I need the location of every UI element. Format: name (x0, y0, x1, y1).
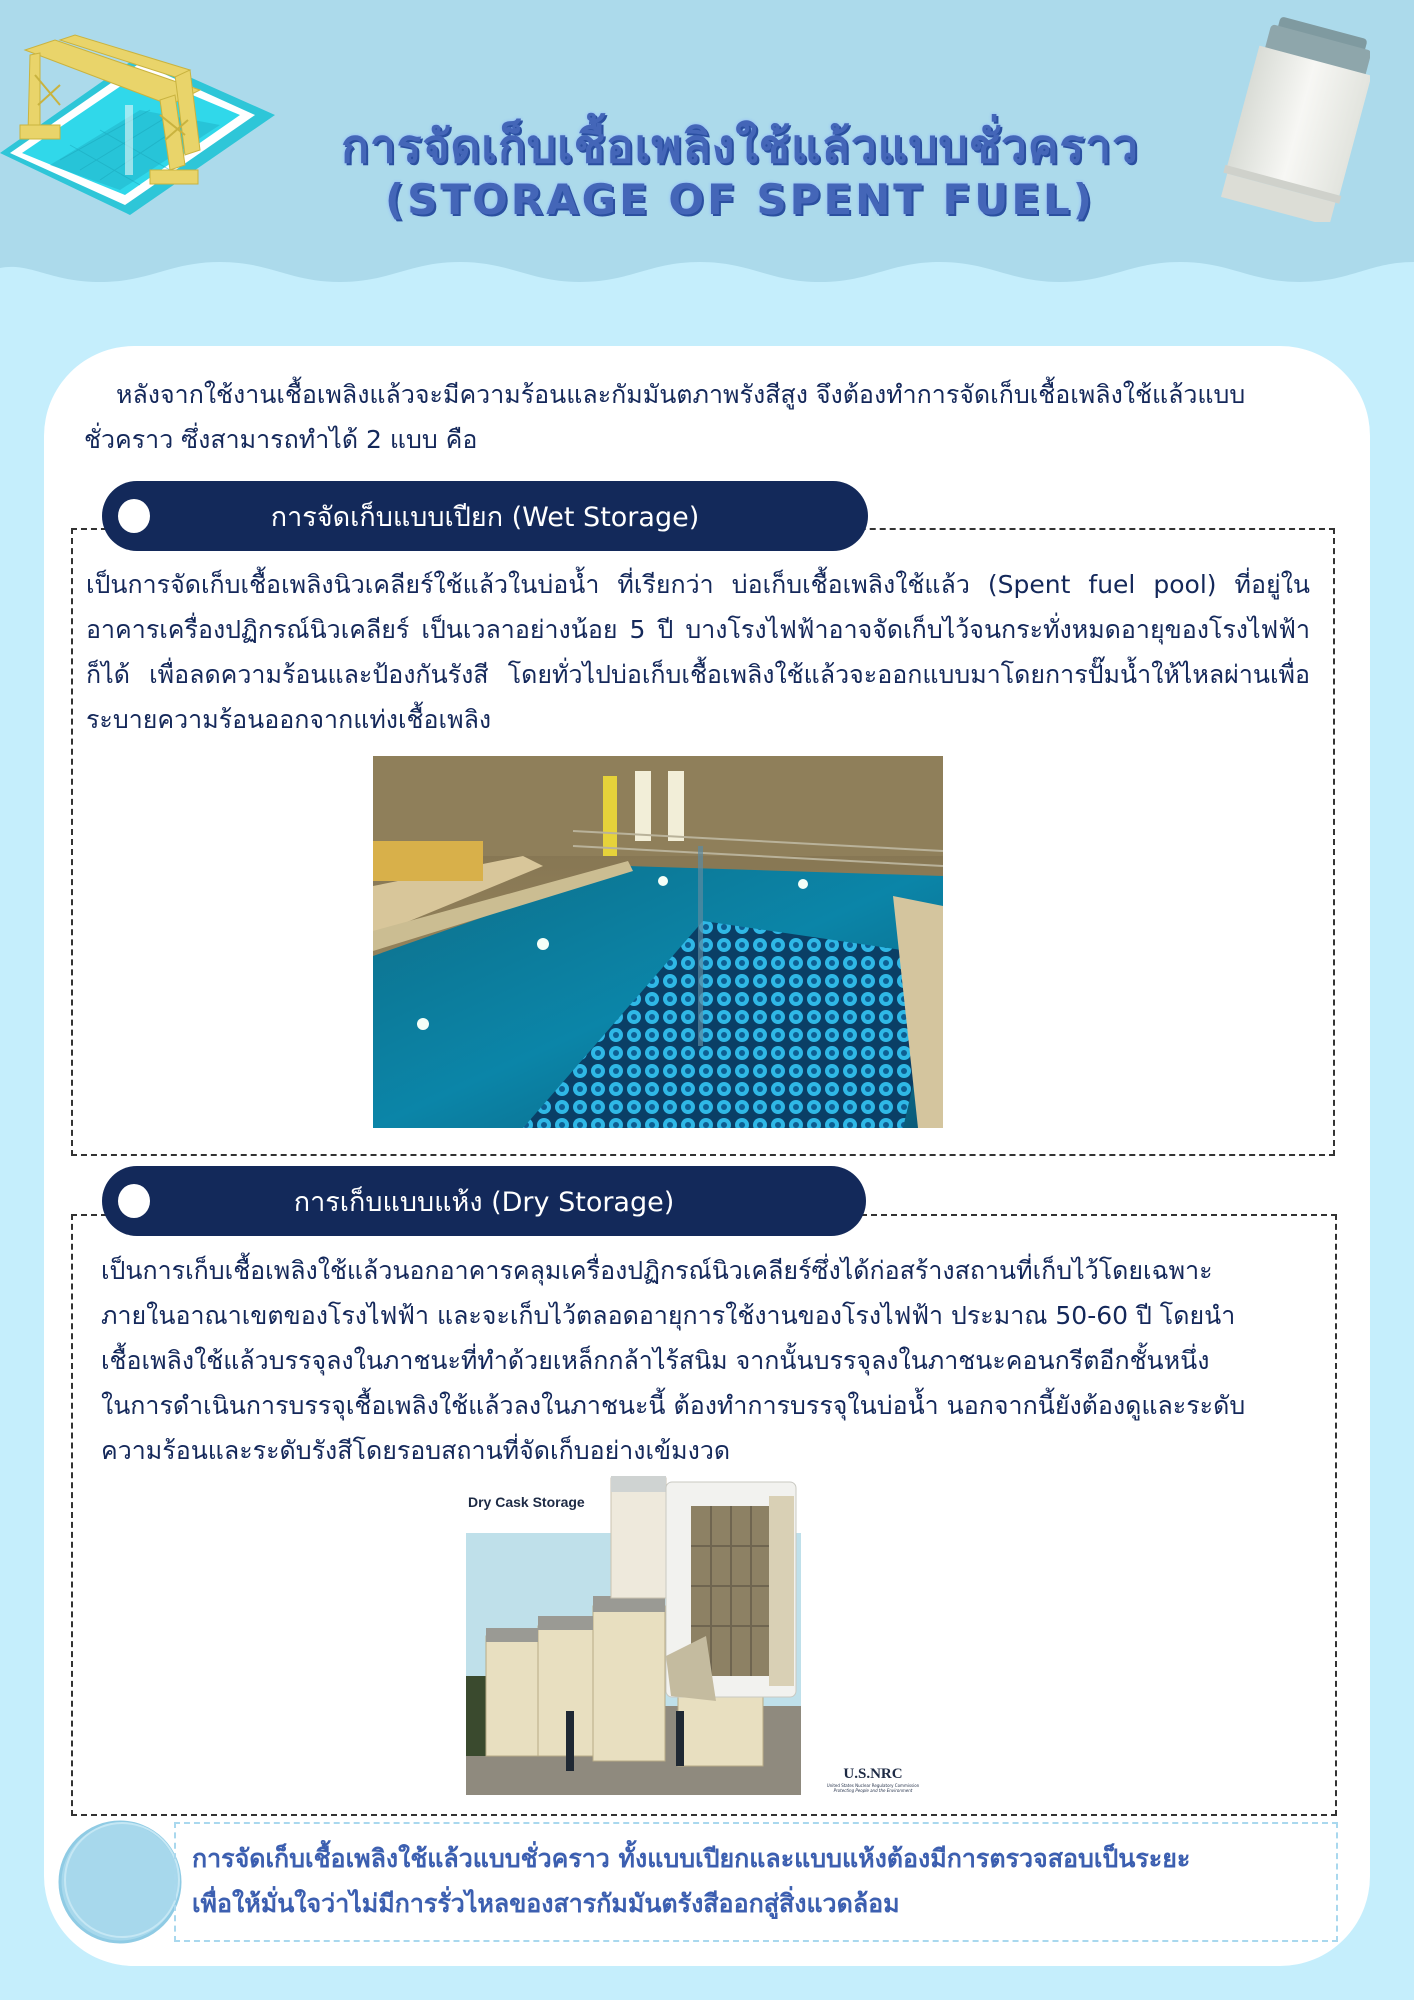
bullet-dot-icon (118, 499, 150, 533)
dry-storage-body (101, 1248, 1331, 1473)
page-title-thai: การจัดเก็บเชื้อเพลิงใช้แล้วแบบชั่วคราว (341, 119, 1139, 173)
dry-storage-line: ในการดำเนินการบรรจุเชื้อเพลิงใช้แล้วลงในภาชนะนี้ ต้องทำการบรรจุในบ่อน้ำ นอกจากนี้ยังต้องดูและระดับ (101, 1391, 1246, 1420)
wet-storage-body: เป็นการจัดเก็บเชื้อเพลิงนิวเคลียร์ใช้แล้วในบ่อน้ำ ที่เรียกว่า บ่อเก็บเชื้อเพลิงใช้แล้ว (Spent fuel pool) ที่อยู่ในอาคารเครื่องปฏิกรณ์นิวเคลียร์ เป็นเวลาอย่างน้อย 5 ปี บางโรงไฟฟ้าอาจจัดเก็บไว้จนกระทั่งหมดอายุของโรงไฟฟ้าก็ได้ เพื่อลดความร้อนและป้องกันรังสี โดยทั่วไปบ่อเก็บเชื้อเพลิงใช้แล้วจะออกแบบมาโดยการปั๊มน้ำให้ไหลผ่านเพื่อระบายความร้อนออกจากแท่งเชื้อเพลิง (86, 570, 1310, 734)
wet-storage-heading (102, 481, 868, 551)
spent-fuel-pool-image (373, 756, 943, 1128)
usnrc-logo-subtitle: United States Nuclear Regulatory Commission (826, 1783, 920, 1788)
spent-fuel-pool-photo (373, 756, 943, 1128)
usnrc-logo-text: U.S.NRC (843, 1766, 903, 1782)
summary-line-1: การจัดเก็บเชื้อเพลิงใช้แล้วแบบชั่วคราว ทั้งแบบเปียกและแบบแห้งต้องมีการตรวจสอบเป็นระยะ (192, 1844, 1191, 1873)
usnrc-logo (818, 1766, 928, 1793)
dry-storage-line: เชื้อเพลิงใช้แล้วบรรจุลงในภาชนะที่ทำด้วยเหล็กกล้าไร้สนิม จากนั้นบรรจุลงในภาชนะคอนกรีตอีกชั้นหนึ่ง (101, 1346, 1210, 1375)
summary-text (192, 1836, 1332, 1926)
dry-cask-caption: Dry Cask Storage (468, 1494, 585, 1510)
dry-storage-heading (102, 1166, 866, 1236)
page-title-english: (STORAGE OF SPENT FUEL) (384, 175, 1096, 224)
bullet-dot-icon (118, 1184, 150, 1218)
usnrc-logo-tagline: Protecting People and the Environment (833, 1788, 913, 1793)
wet-storage-heading-text: การจัดเก็บแบบเปียก (Wet Storage) (270, 501, 700, 533)
summary-line-2: เพื่อให้มั่นใจว่าไม่มีการรั่วไหลของสารกัมมันตรังสีออกสู่สิ่งแวดล้อม (192, 1889, 900, 1918)
intro-paragraph: หลังจากใช้งานเชื้อเพลิงแล้วจะมีความร้อนและกัมมันตภาพรังสีสูง จึงต้องทำการจัดเก็บเชื้อเพลิงใช้แล้วแบบชั่วคราว ซึ่งสามารถทำได้ 2 แบบ คือ (84, 380, 1246, 454)
dry-storage-heading-text: การเก็บแบบแห้ง (Dry Storage) (293, 1186, 675, 1218)
dry-storage-line: เป็นการเก็บเชื้อเพลิงใช้แล้วนอกอาคารคลุมเครื่องปฏิกรณ์นิวเคลียร์ซึ่งได้ก่อสร้างสถานที่เก็บไว้โดยเฉพาะ (101, 1256, 1213, 1285)
dry-cask-image (466, 1476, 936, 1801)
dry-storage-line: ความร้อนและระดับรังสีโดยรอบสถานที่จัดเก็บอย่างเข้มงวด (101, 1436, 731, 1465)
dry-storage-line: ภายในอาณาเขตของโรงไฟฟ้า และจะเก็บไว้ตลอดอายุการใช้งานของโรงไฟฟ้า ประมาณ 50-60 ปี โดยนำ (101, 1301, 1236, 1330)
header-banner (0, 0, 1414, 290)
dry-cask-storage-photo (466, 1476, 936, 1801)
scribble-circle-icon (56, 1818, 186, 1948)
page-title (200, 118, 1280, 226)
